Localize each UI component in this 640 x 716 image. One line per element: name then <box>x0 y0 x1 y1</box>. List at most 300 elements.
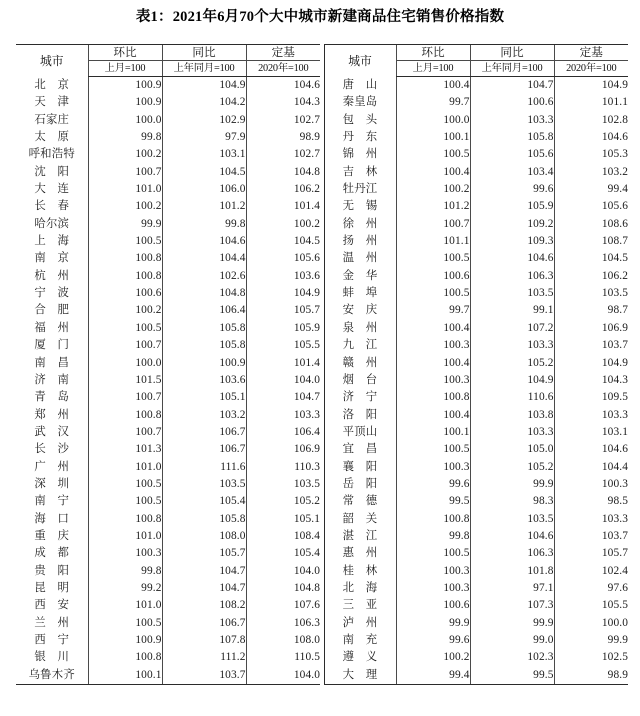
city-name-right: 扬 州 <box>324 233 396 250</box>
table-row <box>16 580 628 597</box>
value-mom-left: 100.5 <box>88 476 162 493</box>
table-row <box>16 667 628 685</box>
header-sub-yoy-right: 上年同月=100 <box>470 61 554 77</box>
price-index-table <box>16 44 628 685</box>
value-yoy-left: 97.9 <box>162 129 246 146</box>
header-sub-mom-left: 上月=100 <box>88 61 162 77</box>
value-mom-right: 100.3 <box>396 459 470 476</box>
value-yoy-left: 103.6 <box>162 372 246 389</box>
value-base-left: 105.9 <box>246 320 320 337</box>
value-base-right: 100.3 <box>554 476 628 493</box>
city-name-right: 大 理 <box>324 667 396 685</box>
value-mom-left: 99.9 <box>88 216 162 233</box>
value-mom-right: 100.5 <box>396 250 470 267</box>
value-base-right: 102.8 <box>554 112 628 129</box>
value-base-right: 103.5 <box>554 285 628 302</box>
value-mom-left: 100.8 <box>88 407 162 424</box>
value-yoy-right: 98.3 <box>470 493 554 510</box>
value-base-right: 106.2 <box>554 268 628 285</box>
value-base-right: 106.9 <box>554 320 628 337</box>
value-base-left: 105.6 <box>246 250 320 267</box>
value-mom-right: 100.2 <box>396 181 470 198</box>
value-yoy-right: 103.3 <box>470 112 554 129</box>
header-group-yoy-right: 同比 <box>470 45 554 61</box>
value-yoy-right: 97.1 <box>470 580 554 597</box>
value-base-right: 104.3 <box>554 372 628 389</box>
value-mom-right: 99.5 <box>396 493 470 510</box>
city-name-right: 九 江 <box>324 337 396 354</box>
value-yoy-left: 106.7 <box>162 615 246 632</box>
value-base-left: 104.9 <box>246 285 320 302</box>
header-sub-base-left: 2020年=100 <box>246 61 320 77</box>
value-yoy-left: 104.9 <box>162 77 246 95</box>
value-yoy-right: 104.6 <box>470 528 554 545</box>
value-mom-right: 100.8 <box>396 511 470 528</box>
value-yoy-left: 105.8 <box>162 511 246 528</box>
value-mom-right: 100.6 <box>396 268 470 285</box>
city-name-left: 西 宁 <box>34 634 70 646</box>
value-base-left: 103.5 <box>246 476 320 493</box>
table-header <box>16 45 628 77</box>
value-yoy-right: 110.6 <box>470 389 554 406</box>
city-name-left: 海 口 <box>34 512 70 525</box>
value-mom-left: 100.8 <box>88 511 162 528</box>
value-base-right: 102.4 <box>554 563 628 580</box>
table-row <box>16 146 628 163</box>
value-yoy-right: 102.3 <box>470 649 554 666</box>
value-mom-left: 100.7 <box>88 337 162 354</box>
city-name-left: 合 肥 <box>34 304 70 317</box>
city-name-left: 重 庆 <box>34 529 70 542</box>
value-mom-right: 100.4 <box>396 77 470 95</box>
table-row <box>16 355 628 372</box>
value-base-right: 103.7 <box>554 528 628 545</box>
table-row <box>16 112 628 129</box>
table-row <box>16 528 628 545</box>
value-base-right: 109.5 <box>554 389 628 406</box>
value-mom-right: 101.2 <box>396 198 470 215</box>
value-base-left: 106.4 <box>246 424 320 441</box>
value-mom-right: 100.5 <box>396 545 470 562</box>
city-name-left: 长 沙 <box>34 443 70 456</box>
value-yoy-left: 108.2 <box>162 597 246 614</box>
value-yoy-right: 100.6 <box>470 94 554 111</box>
city-name-right: 常 德 <box>324 493 396 510</box>
table-row <box>16 407 628 424</box>
value-mom-right: 99.7 <box>396 94 470 111</box>
table-row <box>16 615 628 632</box>
table-row <box>16 77 628 95</box>
value-yoy-left: 111.6 <box>162 459 246 476</box>
city-name-right: 遵 义 <box>324 649 396 666</box>
value-yoy-left: 106.7 <box>162 441 246 458</box>
table-row <box>16 649 628 666</box>
city-name-right: 赣 州 <box>324 355 396 372</box>
value-mom-right: 99.9 <box>396 615 470 632</box>
table-row <box>16 545 628 562</box>
value-mom-right: 100.3 <box>396 337 470 354</box>
value-mom-left: 101.0 <box>88 181 162 198</box>
city-name-left: 宁 波 <box>34 287 70 300</box>
value-yoy-left: 104.7 <box>162 563 246 580</box>
table-row <box>16 337 628 354</box>
value-mom-right: 101.1 <box>396 233 470 250</box>
value-base-right: 104.6 <box>554 441 628 458</box>
value-mom-left: 100.0 <box>88 355 162 372</box>
value-yoy-right: 105.9 <box>470 198 554 215</box>
city-name-left: 郑 州 <box>34 408 70 421</box>
value-base-left: 106.3 <box>246 615 320 632</box>
value-mom-right: 100.8 <box>396 389 470 406</box>
value-base-left: 103.3 <box>246 407 320 424</box>
value-yoy-left: 104.6 <box>162 233 246 250</box>
table-row <box>16 302 628 319</box>
value-base-right: 105.7 <box>554 545 628 562</box>
city-name-left: 北 京 <box>34 78 70 91</box>
city-name-left: 沈 阳 <box>34 165 70 178</box>
value-base-right: 97.6 <box>554 580 628 597</box>
value-yoy-left: 105.7 <box>162 545 246 562</box>
value-yoy-right: 99.1 <box>470 302 554 319</box>
city-name-right: 丹 东 <box>324 129 396 146</box>
value-yoy-right: 103.4 <box>470 164 554 181</box>
city-name-right: 金 华 <box>324 268 396 285</box>
value-mom-left: 100.7 <box>88 424 162 441</box>
table-row <box>16 597 628 614</box>
value-yoy-left: 99.8 <box>162 216 246 233</box>
header-group-mom-right: 环比 <box>396 45 470 61</box>
table-row <box>16 320 628 337</box>
city-name-right: 烟 台 <box>324 372 396 389</box>
city-name-right: 唐 山 <box>324 77 396 95</box>
value-mom-right: 99.6 <box>396 476 470 493</box>
table-row <box>16 216 628 233</box>
value-yoy-right: 105.2 <box>470 355 554 372</box>
value-base-right: 99.9 <box>554 632 628 649</box>
value-base-right: 103.7 <box>554 337 628 354</box>
value-mom-right: 100.3 <box>396 563 470 580</box>
value-yoy-left: 106.4 <box>162 302 246 319</box>
value-yoy-left: 103.1 <box>162 146 246 163</box>
value-mom-right: 100.5 <box>396 146 470 163</box>
value-base-left: 105.4 <box>246 545 320 562</box>
table-column-gap <box>320 61 324 77</box>
city-name-right: 泸 州 <box>324 615 396 632</box>
value-mom-left: 100.7 <box>88 164 162 181</box>
value-yoy-left: 108.0 <box>162 528 246 545</box>
header-group-base-left: 定基 <box>246 45 320 61</box>
city-name-right: 蚌 埠 <box>324 285 396 302</box>
table-row <box>16 493 628 510</box>
value-mom-right: 100.1 <box>396 424 470 441</box>
value-yoy-right: 103.5 <box>470 511 554 528</box>
value-yoy-left: 102.6 <box>162 268 246 285</box>
city-name-right: 平顶山 <box>324 424 396 441</box>
city-name-right: 包 头 <box>324 112 396 129</box>
value-base-left: 104.0 <box>246 563 320 580</box>
value-base-right: 105.3 <box>554 146 628 163</box>
value-yoy-right: 109.3 <box>470 233 554 250</box>
table-row <box>16 198 628 215</box>
value-mom-left: 100.5 <box>88 615 162 632</box>
header-city-right: 城市 <box>324 45 396 77</box>
value-yoy-right: 99.6 <box>470 181 554 198</box>
value-base-right: 103.2 <box>554 164 628 181</box>
value-mom-right: 100.0 <box>396 112 470 129</box>
value-mom-left: 100.6 <box>88 285 162 302</box>
value-mom-right: 100.4 <box>396 355 470 372</box>
table-row <box>16 94 628 111</box>
city-name-left: 福 州 <box>34 321 70 334</box>
value-base-left: 108.0 <box>246 632 320 649</box>
value-yoy-right: 99.9 <box>470 615 554 632</box>
value-base-right: 104.9 <box>554 77 628 95</box>
value-base-left: 101.4 <box>246 355 320 372</box>
city-name-left: 贵 阳 <box>34 564 70 577</box>
value-base-left: 104.8 <box>246 164 320 181</box>
table-row <box>16 250 628 267</box>
value-base-left: 104.7 <box>246 389 320 406</box>
value-base-left: 100.2 <box>246 216 320 233</box>
value-yoy-left: 103.7 <box>162 667 246 685</box>
value-base-left: 104.3 <box>246 94 320 111</box>
value-base-right: 104.5 <box>554 250 628 267</box>
value-mom-right: 99.7 <box>396 302 470 319</box>
table-row <box>16 632 628 649</box>
value-mom-right: 99.8 <box>396 528 470 545</box>
city-name-right: 吉 林 <box>324 164 396 181</box>
value-yoy-right: 103.3 <box>470 337 554 354</box>
value-mom-left: 101.0 <box>88 528 162 545</box>
value-base-right: 108.6 <box>554 216 628 233</box>
table-row <box>16 285 628 302</box>
header-group-yoy-left: 同比 <box>162 45 246 61</box>
table-row <box>16 233 628 250</box>
city-name-left: 兰 州 <box>34 616 70 629</box>
value-mom-right: 99.4 <box>396 667 470 685</box>
value-base-left: 104.6 <box>246 77 320 95</box>
city-name-right: 南 充 <box>324 632 396 649</box>
table-row <box>16 268 628 285</box>
value-mom-left: 100.8 <box>88 649 162 666</box>
city-name-left: 天 津 <box>34 96 70 109</box>
city-name-right: 三 亚 <box>324 597 396 614</box>
value-yoy-left: 106.0 <box>162 181 246 198</box>
value-mom-right: 100.3 <box>396 372 470 389</box>
value-yoy-left: 104.7 <box>162 580 246 597</box>
table-body <box>16 77 628 685</box>
city-name-left: 乌鲁木齐 <box>16 667 88 685</box>
value-base-right: 99.4 <box>554 181 628 198</box>
price-index-table-container <box>16 44 628 685</box>
city-name-right: 岳 阳 <box>324 476 396 493</box>
city-name-right: 温 州 <box>324 250 396 267</box>
value-yoy-left: 102.9 <box>162 112 246 129</box>
value-mom-left: 100.3 <box>88 545 162 562</box>
value-yoy-right: 99.9 <box>470 476 554 493</box>
city-name-right: 秦皇岛 <box>324 94 396 111</box>
value-base-left: 105.5 <box>246 337 320 354</box>
city-name-left: 南 京 <box>34 252 70 265</box>
value-base-left: 102.7 <box>246 112 320 129</box>
city-name-right: 湛 江 <box>324 528 396 545</box>
city-name-left: 厦 门 <box>34 339 70 352</box>
value-yoy-left: 104.8 <box>162 285 246 302</box>
value-base-right: 98.7 <box>554 302 628 319</box>
city-name-right: 无 锡 <box>324 198 396 215</box>
value-base-left: 105.7 <box>246 302 320 319</box>
value-mom-left: 100.5 <box>88 493 162 510</box>
value-yoy-left: 101.2 <box>162 198 246 215</box>
value-mom-right: 100.6 <box>396 597 470 614</box>
value-mom-right: 100.5 <box>396 441 470 458</box>
value-yoy-left: 105.4 <box>162 493 246 510</box>
value-mom-left: 100.5 <box>88 233 162 250</box>
value-mom-left: 100.9 <box>88 632 162 649</box>
value-yoy-right: 109.2 <box>470 216 554 233</box>
city-name-left: 太 原 <box>34 131 70 144</box>
value-mom-right: 100.5 <box>396 285 470 302</box>
value-mom-left: 101.3 <box>88 441 162 458</box>
table-row <box>16 181 628 198</box>
value-base-right: 98.5 <box>554 493 628 510</box>
table-row <box>16 459 628 476</box>
value-yoy-left: 105.8 <box>162 320 246 337</box>
city-name-right: 宜 昌 <box>324 441 396 458</box>
header-group-mom-left: 环比 <box>88 45 162 61</box>
table-row <box>16 563 628 580</box>
value-mom-right: 100.4 <box>396 407 470 424</box>
table-row <box>16 441 628 458</box>
city-name-left: 武 汉 <box>34 425 70 438</box>
value-mom-left: 99.8 <box>88 563 162 580</box>
city-name-left: 青 岛 <box>34 391 70 404</box>
value-yoy-left: 105.8 <box>162 337 246 354</box>
value-yoy-left: 107.8 <box>162 632 246 649</box>
value-yoy-right: 105.0 <box>470 441 554 458</box>
value-yoy-right: 107.2 <box>470 320 554 337</box>
value-yoy-left: 106.7 <box>162 424 246 441</box>
city-name-right: 北 海 <box>324 580 396 597</box>
value-base-right: 98.9 <box>554 667 628 685</box>
value-base-left: 110.3 <box>246 459 320 476</box>
table-row <box>16 424 628 441</box>
city-name-right: 韶 关 <box>324 511 396 528</box>
city-name-left: 哈尔滨 <box>34 217 70 230</box>
value-mom-left: 100.2 <box>88 146 162 163</box>
value-yoy-left: 100.9 <box>162 355 246 372</box>
value-mom-right: 100.4 <box>396 164 470 181</box>
value-base-left: 104.8 <box>246 580 320 597</box>
value-yoy-right: 103.8 <box>470 407 554 424</box>
value-base-right: 103.1 <box>554 424 628 441</box>
table-row <box>16 511 628 528</box>
value-mom-left: 100.2 <box>88 302 162 319</box>
city-name-right: 襄 阳 <box>324 459 396 476</box>
value-base-right: 104.6 <box>554 129 628 146</box>
value-yoy-right: 103.3 <box>470 424 554 441</box>
value-base-left: 110.5 <box>246 649 320 666</box>
value-base-left: 104.0 <box>246 667 320 685</box>
city-name-right: 桂 林 <box>324 563 396 580</box>
value-mom-left: 100.1 <box>88 667 162 685</box>
value-mom-right: 100.3 <box>396 580 470 597</box>
city-name-left: 昆 明 <box>34 581 70 594</box>
value-yoy-left: 103.2 <box>162 407 246 424</box>
page-title: 表1：2021年6月70个大中城市新建商品住宅销售价格指数 <box>135 9 505 25</box>
value-mom-left: 101.5 <box>88 372 162 389</box>
city-name-left: 长 春 <box>34 200 70 213</box>
value-mom-left: 100.8 <box>88 250 162 267</box>
value-base-left: 104.0 <box>246 372 320 389</box>
value-mom-left: 101.0 <box>88 459 162 476</box>
city-name-left: 济 南 <box>34 373 70 386</box>
value-base-left: 107.6 <box>246 597 320 614</box>
value-yoy-left: 103.5 <box>162 476 246 493</box>
city-name-right: 惠 州 <box>324 545 396 562</box>
city-name-right: 锦 州 <box>324 146 396 163</box>
value-mom-left: 100.9 <box>88 94 162 111</box>
value-mom-left: 101.0 <box>88 597 162 614</box>
value-base-left: 105.1 <box>246 511 320 528</box>
value-mom-right: 100.2 <box>396 649 470 666</box>
header-sub-yoy-left: 上年同月=100 <box>162 61 246 77</box>
value-base-right: 102.5 <box>554 649 628 666</box>
value-yoy-left: 111.2 <box>162 649 246 666</box>
city-name-left: 石家庄 <box>34 113 70 126</box>
value-mom-left: 100.9 <box>88 77 162 95</box>
city-name-right: 洛 阳 <box>324 407 396 424</box>
value-mom-left: 100.5 <box>88 320 162 337</box>
value-yoy-left: 104.5 <box>162 164 246 181</box>
value-mom-left: 100.2 <box>88 198 162 215</box>
city-name-left: 南 昌 <box>34 356 70 369</box>
city-name-right: 济 宁 <box>324 389 396 406</box>
value-mom-left: 100.8 <box>88 268 162 285</box>
city-name-left: 深 圳 <box>34 477 70 490</box>
table-row <box>16 389 628 406</box>
value-base-left: 106.2 <box>246 181 320 198</box>
header-city-left: 城市 <box>16 45 88 77</box>
value-base-left: 105.2 <box>246 493 320 510</box>
city-name-left: 西 安 <box>34 599 70 612</box>
value-yoy-right: 99.5 <box>470 667 554 685</box>
value-base-left: 101.4 <box>246 198 320 215</box>
value-yoy-right: 103.5 <box>470 285 554 302</box>
value-base-left: 103.6 <box>246 268 320 285</box>
table-row <box>16 372 628 389</box>
value-base-right: 104.9 <box>554 355 628 372</box>
city-name-left: 广 州 <box>34 460 70 473</box>
value-base-left: 106.9 <box>246 441 320 458</box>
table-row <box>16 129 628 146</box>
value-base-right: 103.3 <box>554 511 628 528</box>
value-yoy-right: 105.6 <box>470 146 554 163</box>
value-base-right: 105.5 <box>554 597 628 614</box>
city-name-left: 呼和浩特 <box>28 148 75 161</box>
value-yoy-right: 107.3 <box>470 597 554 614</box>
value-base-left: 102.7 <box>246 146 320 163</box>
city-name-left: 南 宁 <box>34 495 70 508</box>
value-yoy-right: 99.0 <box>470 632 554 649</box>
value-mom-right: 99.6 <box>396 632 470 649</box>
value-yoy-right: 106.3 <box>470 545 554 562</box>
city-name-right: 安 庆 <box>324 302 396 319</box>
value-mom-right: 100.7 <box>396 216 470 233</box>
value-base-right: 108.7 <box>554 233 628 250</box>
value-yoy-right: 105.8 <box>470 129 554 146</box>
value-yoy-left: 104.2 <box>162 94 246 111</box>
